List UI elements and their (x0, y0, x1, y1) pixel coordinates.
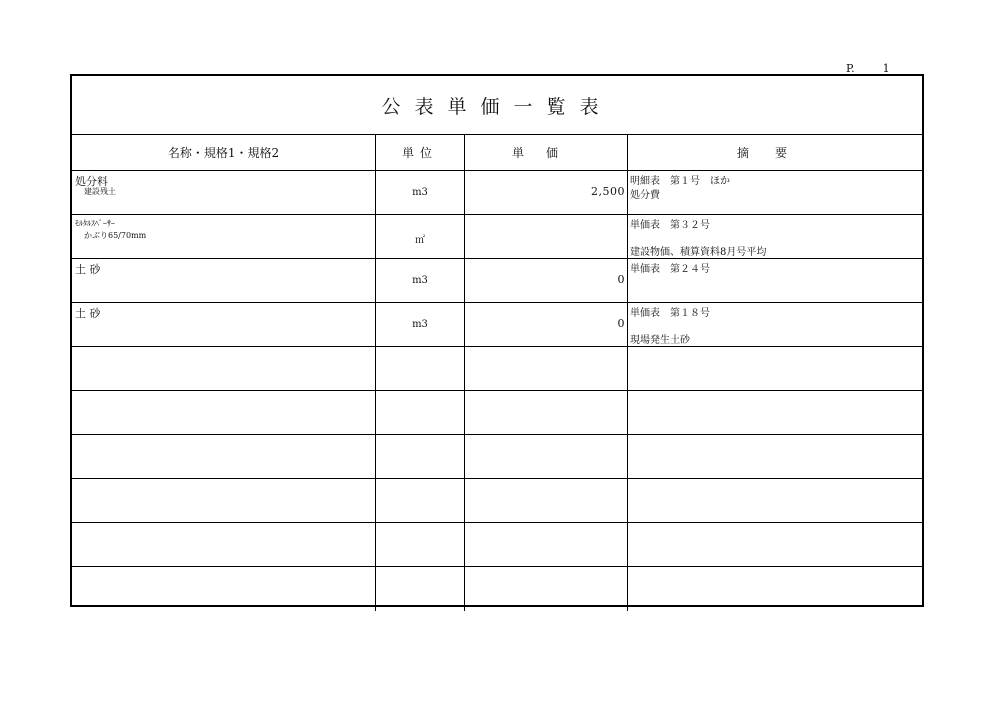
item-price: 0 (617, 317, 625, 330)
unit-cell (376, 523, 465, 566)
item-name: 処分料 (75, 175, 108, 188)
price-list-table (70, 74, 924, 607)
unit-cell (376, 347, 465, 390)
price-cell (465, 435, 628, 478)
table-row (72, 303, 922, 347)
price-cell (465, 303, 628, 346)
remarks-cell (628, 259, 922, 302)
table-row (72, 171, 922, 215)
unit-cell (376, 435, 465, 478)
unit-cell (376, 479, 465, 522)
name-cell (72, 171, 376, 214)
page-number-label: P. (846, 62, 855, 75)
unit-cell (376, 215, 465, 258)
price-cell (465, 259, 628, 302)
unit-cell (376, 303, 465, 346)
name-cell (72, 215, 376, 258)
remarks-cell (628, 347, 922, 390)
remark-line: 単価表 第１８号 (630, 308, 710, 319)
remarks-cell (628, 567, 922, 611)
header-price: 単価 (465, 135, 628, 170)
remark-line: 処分費 (630, 190, 660, 201)
price-cell (465, 523, 628, 566)
remark-line: 現場発生土砂 (630, 335, 690, 346)
item-name: 土 砂 (75, 263, 101, 276)
item-price: 0 (617, 273, 625, 286)
name-cell (72, 479, 376, 522)
price-cell (465, 347, 628, 390)
unit-cell (376, 391, 465, 434)
remarks-cell (628, 391, 922, 434)
remark-line: 単価表 第２４号 (630, 264, 710, 275)
table-row (72, 215, 922, 259)
item-price: 2,500 (591, 185, 625, 198)
remarks-cell (628, 435, 922, 478)
name-cell (72, 303, 376, 346)
remarks-cell (628, 479, 922, 522)
table-header (72, 135, 922, 171)
remarks-cell (628, 215, 922, 258)
unit-cell (376, 567, 465, 611)
remarks-cell (628, 523, 922, 566)
name-cell (72, 347, 376, 390)
item-name: 土 砂 (75, 307, 101, 320)
unit-cell (376, 259, 465, 302)
table-row (72, 567, 922, 611)
page-number-value: 1 (882, 62, 890, 75)
item-spec: 建設残土 (84, 187, 116, 196)
unit-cell (376, 171, 465, 214)
price-cell (465, 215, 628, 258)
name-cell (72, 567, 376, 611)
item-unit: m3 (412, 319, 428, 330)
item-unit: m3 (412, 187, 428, 198)
table-row (72, 435, 922, 479)
name-cell (72, 523, 376, 566)
price-cell (465, 567, 628, 611)
price-cell (465, 171, 628, 214)
name-cell (72, 259, 376, 302)
name-cell (72, 435, 376, 478)
table-row (72, 523, 922, 567)
header-unit: 単位 (376, 135, 465, 170)
remarks-cell (628, 171, 922, 214)
item-spec: かぶり65/70mm (84, 231, 147, 240)
item-name: ﾓﾙﾀﾙｽﾍﾟｰｻｰ (75, 219, 115, 228)
table-row (72, 259, 922, 303)
item-unit: ㎡ (415, 235, 425, 246)
table-row (72, 391, 922, 435)
price-cell (465, 391, 628, 434)
header-remarks: 摘要 (736, 146, 813, 160)
remark-line: 建設物価、積算資料8月号平均 (630, 247, 767, 258)
header-name: 名称・規格1・規格2 (72, 135, 376, 170)
table-row (72, 347, 922, 391)
remarks-cell (628, 303, 922, 346)
remark-line: 単価表 第３２号 (630, 220, 710, 231)
price-cell (465, 479, 628, 522)
table-row (72, 479, 922, 523)
document-title: 公表単価一覧表 (72, 76, 922, 135)
remark-line: 明細表 第１号 ほか (630, 176, 730, 187)
item-unit: m3 (412, 275, 428, 286)
name-cell (72, 391, 376, 434)
